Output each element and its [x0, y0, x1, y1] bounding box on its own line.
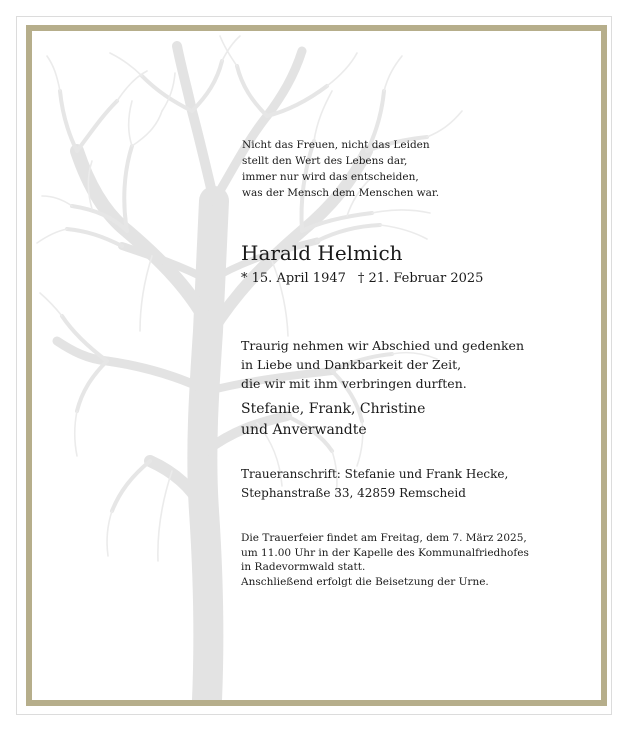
poem-line: immer nur wird das entscheiden, [242, 171, 419, 183]
death-date: † 21. Februar 2025 [357, 271, 484, 286]
poem-line: stellt den Wert des Lebens dar, [242, 155, 408, 167]
poem-line: was der Mensch dem Menschen war. [242, 187, 440, 199]
service-details [241, 531, 529, 589]
poem-line: Nicht das Freuen, nicht das Leiden [242, 139, 430, 151]
obituary-content [32, 31, 601, 700]
service-line: um 11.00 Uhr in der Kapelle des Kommunalfriedhofes [241, 546, 529, 559]
service-line: in Radevormwald statt. [241, 561, 366, 573]
mourners-line: Stefanie, Frank, Christine [241, 401, 426, 417]
poem [242, 137, 439, 201]
address-line: Stephanstraße 33, 42859 Remscheid [241, 486, 466, 500]
message-line: Traurig nehmen wir Abschied und gedenken [241, 338, 524, 353]
mourning-address [241, 465, 508, 503]
message-line: die wir mit ihm verbringen durften. [241, 376, 467, 391]
address-line: Traueranschrift: Stefanie und Frank Hecke, [241, 467, 509, 481]
birth-date: * 15. April 1947 [241, 271, 346, 286]
deceased-name: Harald Helmich [241, 241, 403, 265]
mourners-line: und Anverwandte [241, 422, 367, 438]
mourners [241, 399, 425, 441]
message-line: in Liebe und Dankbarkeit der Zeit, [241, 357, 462, 372]
life-dates [241, 270, 483, 288]
service-line: Anschließend erfolgt die Beisetzung der Urne. [241, 575, 489, 588]
obituary-frame [26, 25, 607, 706]
service-line: Die Trauerfeier findet am Freitag, dem 7. März 2025, [241, 532, 527, 544]
farewell-message [241, 336, 524, 393]
